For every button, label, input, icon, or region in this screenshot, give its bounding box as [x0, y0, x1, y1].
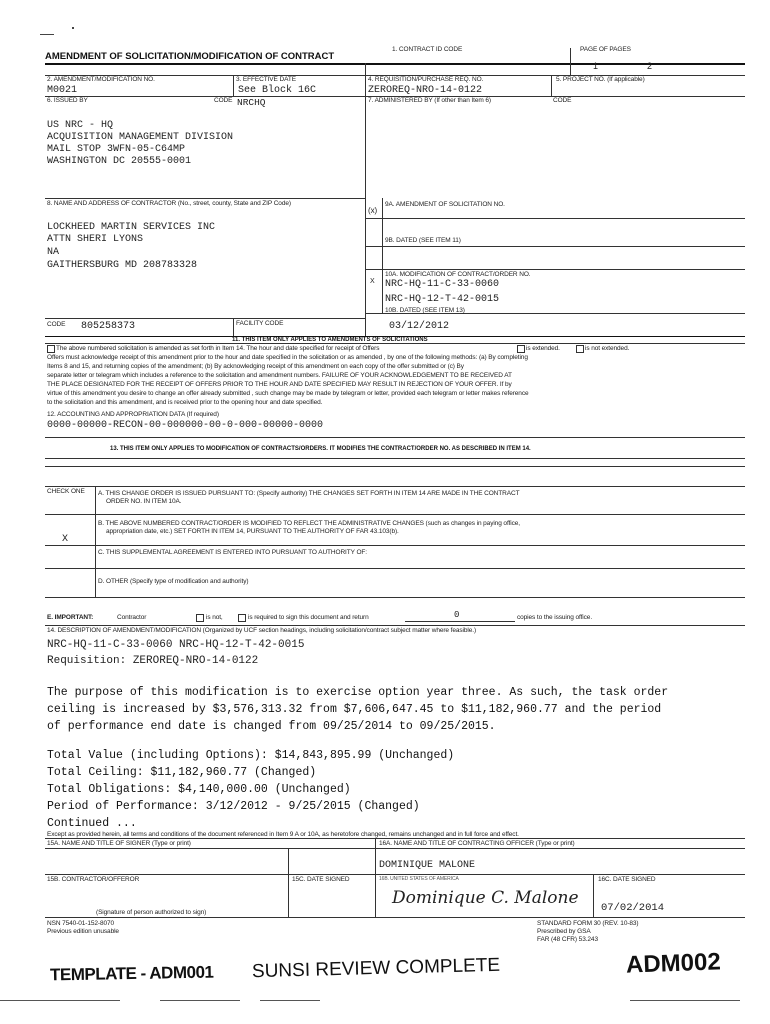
rule: [233, 318, 234, 336]
adm002-stamp: ADM002: [625, 948, 722, 979]
modification-no-line: NRC-HQ-11-C-33-0060: [385, 279, 500, 290]
rule: [45, 466, 745, 467]
item11-paragraph: Offers must acknowledge receipt of this amendment prior to the hour and date specified in the solicitation or as amended , by one of the following methods: (a) By completing: [47, 354, 528, 361]
rule: [593, 874, 594, 917]
issuer-address-line: WASHINGTON DC 20555-0001: [47, 156, 192, 167]
item13-b: appropriation date, etc.) SET FORTH IN ITEM 14, PURSUANT TO THE AUTHORITY OF FAR 43.103(b).: [106, 528, 399, 535]
contractor-label: 8. NAME AND ADDRESS OF CONTRACTOR (No., street, county, State and ZIP Code): [47, 200, 291, 207]
is-extended-label: is extended.: [526, 345, 560, 352]
nsn-number: NSN 7540-01-152-8070: [47, 920, 115, 927]
contractor-address-line: GAITHERSBURG MD 208783328: [47, 260, 198, 271]
facility-code-label: FACILITY CODE: [236, 320, 284, 327]
contractor-address-line: ATTN SHERI LYONS: [47, 234, 144, 245]
item11-paragraph: separate letter or telegram which includes a reference to the solicitation and amendment numbers. FAILURE OF YOUR ACKNOWLEDGEMENT TO BE RECEIVED AT: [47, 372, 512, 379]
standard-form: STANDARD FORM 30 (REV. 10-83): [537, 920, 639, 927]
bottom-rule: [160, 1000, 240, 1001]
signer-name-label: 15A. NAME AND TITLE OF SIGNER (Type or print): [47, 840, 191, 847]
template-stamp: TEMPLATE - ADM001: [49, 962, 214, 985]
solicitation-amended-checkbox[interactable]: [47, 345, 55, 353]
amend-solicitation-label: 9A. AMENDMENT OF SOLICITATION NO.: [385, 201, 505, 208]
mark-10: X: [370, 278, 375, 285]
issuer-address-line: MAIL STOP 3WFN-05-C64MP: [47, 144, 186, 155]
prescribed-by: Prescribed by GSA: [537, 928, 591, 935]
description-line: NRC-HQ-11-C-33-0060 NRC-HQ-12-T-42-0015: [47, 639, 305, 651]
item13-b: B. THE ABOVE NUMBERED CONTRACT/ORDER IS MODIFIED TO REFLECT THE ADMINISTRATIVE CHANGES (such as changes in paying office,: [98, 520, 520, 527]
date-signed-15c-label: 15C. DATE SIGNED: [292, 876, 350, 883]
modification-no-label: 10A. MODIFICATION OF CONTRACT/ORDER NO.: [385, 271, 531, 278]
important-is-not: is not,: [206, 614, 223, 621]
item13-heading: 13. THIS ITEM ONLY APPLIES TO MODIFICATION OF CONTRACTS/ORDERS. IT MODIFIES THE CONTRACT/ORDER NO. AS DESCRIBED IN ITEM 14.: [110, 446, 531, 452]
check-one-label: CHECK ONE: [47, 488, 85, 495]
administered-by-label: 7. ADMINISTERED BY (If other than Item 6): [368, 97, 491, 104]
rule: [375, 838, 376, 917]
admin-code-label: CODE: [553, 97, 572, 104]
rule: [288, 848, 289, 917]
rule: [45, 343, 745, 344]
amendment-no-value: M0021: [47, 85, 78, 96]
date-signed-16c-label: 16C. DATE SIGNED: [598, 876, 656, 883]
item13-a: A. THIS CHANGE ORDER IS ISSUED PURSUANT TO: (Specify authority) THE CHANGES SET FORTH IN ITEM 14 ARE MADE IN THE CONTRACT: [98, 490, 520, 497]
rule: [45, 545, 745, 546]
contractor-code-label: CODE: [47, 321, 66, 328]
issuer-address-line: US NRC - HQ: [47, 120, 114, 131]
page-count: 2: [647, 61, 653, 71]
item11-paragraph: Items 8 and 15, and returning copies of the amendment; (b) By acknowledging receipt of this amendment on each copy of the offer submitted or (c) By: [47, 363, 464, 370]
officer-name: DOMINIQUE MALONE: [379, 860, 476, 871]
issued-by-label: 6. ISSUED BY: [47, 97, 88, 104]
rule: [45, 63, 745, 65]
scan-speck: [72, 27, 74, 29]
rule: [45, 625, 745, 626]
is-required-checkbox[interactable]: [238, 614, 246, 622]
extended-checkbox[interactable]: [517, 345, 525, 353]
totals-line: Period of Performance: 3/12/2012 - 9/25/2015 (Changed): [47, 800, 420, 813]
bottom-rule: [260, 1000, 320, 1001]
officer-name-label: 16A. NAME AND TITLE OF CONTRACTING OFFICER (Type or print): [379, 840, 575, 847]
rule: [45, 318, 365, 319]
important-is-required: is required to sign this document and return: [248, 614, 369, 621]
page-number: 1: [593, 61, 599, 71]
rule: [233, 75, 234, 96]
officer-signature: Dominique C. Malone: [392, 888, 579, 908]
except-clause: Except as provided herein, all terms and conditions of the document referenced in Item 9 A or 10A, as heretofore changed, remains unchanged and in full force and effect.: [47, 831, 519, 838]
rule: [45, 848, 745, 849]
contractor-code-value: 805258373: [81, 321, 136, 332]
totals-line: Total Obligations: $4,140,000.00 (Unchanged): [47, 783, 351, 796]
accounting-label: 12. ACCOUNTING AND APPROPRIATION DATA (If required): [47, 411, 219, 418]
rule: [365, 218, 745, 219]
rule: [95, 486, 96, 597]
contractor-address-line: NA: [47, 247, 60, 258]
item11-text: The above numbered solicitation is amended as set forth in Item 14. The hour and date specified for receipt of Offers: [56, 345, 380, 352]
requisition-value: ZEROREQ-NRO-14-0122: [368, 85, 483, 96]
description-label: 14. DESCRIPTION OF AMENDMENT/MODIFICATION (Organized by UCF section headings, including solicitation/contract subject matter where feasible.): [47, 627, 477, 634]
dated-9b-label: 9B. DATED (SEE ITEM 11): [385, 237, 461, 244]
is-not-checkbox[interactable]: [196, 614, 204, 622]
accounting-value: 0000-00000-RECON-00-000000-00-0-000-00000-0000: [47, 420, 324, 431]
copies-line: [405, 621, 515, 622]
important-tail: copies to the issuing office.: [517, 614, 593, 621]
page-of-pages-label: PAGE OF PAGES: [580, 46, 631, 53]
project-no-label: 5. PROJECT NO. (If applicable): [556, 76, 645, 83]
dated-10b-label: 10B. DATED (SEE ITEM 13): [385, 307, 465, 314]
description-paragraph: of performance end date is changed from 09/25/2014 to 09/25/2015.: [47, 720, 496, 733]
item13-d: D. OTHER (Specify type of modification and authority): [98, 578, 249, 585]
totals-line: Total Ceiling: $11,182,960.77 (Changed): [47, 766, 317, 779]
rule: [45, 458, 745, 459]
important-contractor: Contractor: [117, 614, 147, 621]
dated-10b-value: 03/12/2012: [389, 321, 450, 332]
issuer-code-value: NRCHQ: [237, 97, 266, 108]
description-line: Requisition: ZEROREQ-NRO-14-0122: [47, 655, 259, 667]
item11-paragraph: virtue of this amendment you desire to change an offer already submitted , such change may be made by telegram or letter, provided each telegram or letter makes reference: [47, 390, 529, 397]
contract-id-code-label: 1. CONTRACT ID CODE: [392, 46, 463, 53]
usa-label: 16B. UNITED STATES OF AMERICA: [379, 876, 459, 882]
totals-line: Continued ...: [47, 817, 137, 830]
form-title: AMENDMENT OF SOLICITATION/MODIFICATION OF CONTRACT: [45, 51, 335, 62]
rule: [45, 917, 745, 918]
description-paragraph: The purpose of this modification is to exercise option year three. As such, the task order: [47, 686, 669, 699]
rule: [382, 198, 383, 313]
far-reference: FAR (48 CFR) 53.243: [537, 936, 598, 943]
rule: [570, 48, 571, 75]
item13-a: ORDER NO. IN ITEM 10A.: [106, 498, 182, 505]
rule: [365, 63, 366, 336]
rule: [45, 597, 745, 598]
signature-authorized-label: (Signature of person authorized to sign): [96, 909, 207, 916]
rule: [45, 568, 745, 569]
issuer-address-line: ACQUISITION MANAGEMENT DIVISION: [47, 132, 234, 143]
effective-date-value: See Block 16C: [238, 85, 317, 96]
scan-speck: [40, 34, 54, 35]
item11-heading: 11. THIS ITEM ONLY APPLIES TO AMENDMENTS OF SOLICITATIONS: [232, 337, 428, 343]
bottom-rule: [630, 1000, 740, 1001]
rule: [551, 75, 552, 96]
item13-b-checked-mark: X: [62, 534, 69, 545]
previous-edition: Previous edition unusable: [47, 928, 119, 935]
description-paragraph: ceiling is increased by $3,576,313.32 from $7,606,647.45 to $11,182,960.77 and the period: [47, 703, 662, 716]
rule: [45, 486, 745, 487]
date-signed-16c: 07/02/2014: [601, 902, 665, 914]
issuer-code-label: CODE: [214, 97, 233, 104]
rule: [45, 514, 745, 515]
rule: [365, 269, 745, 270]
not-extended-checkbox[interactable]: [576, 345, 584, 353]
rule: [45, 198, 365, 199]
requisition-label: 4. REQUISITION/PURCHASE REQ. NO.: [368, 76, 484, 83]
rule: [45, 874, 745, 875]
amendment-no-label: 2. AMENDMENT/MODIFICATION NO.: [47, 76, 155, 83]
effective-date-label: 3. EFFECTIVE DATE: [236, 76, 296, 83]
rule: [45, 838, 745, 839]
item13-c: C. THIS SUPPLEMENTAL AGREEMENT IS ENTERED INTO PURSUANT TO AUTHORITY OF:: [98, 549, 367, 556]
rule: [45, 437, 745, 438]
contractor-address-line: LOCKHEED MARTIN SERVICES INC: [47, 222, 216, 233]
is-not-extended-label: is not extended.: [585, 345, 630, 352]
sunsi-review-stamp: SUNSI REVIEW COMPLETE: [251, 954, 501, 983]
item11-paragraph: to the solicitation and this amendment, and is received prior to the opening hour and date specified.: [47, 399, 323, 406]
copies-value: 0: [454, 610, 460, 620]
totals-line: Total Value (including Options): $14,843,895.99 (Unchanged): [47, 749, 455, 762]
mark-9: (x): [368, 206, 378, 215]
modification-no-line: NRC-HQ-12-T-42-0015: [385, 294, 500, 305]
contractor-offeror-label: 15B. CONTRACTOR/OFFEROR: [47, 876, 140, 883]
bottom-rule: [0, 1000, 120, 1001]
item11-paragraph: THE PLACE DESIGNATED FOR THE RECEIPT OF OFFERS PRIOR TO THE HOUR AND DATE SPECIFIED MAY RESULT IN REJECTION OF YOUR OFFER. If by: [47, 381, 512, 388]
rule: [365, 246, 745, 247]
important-label: E. IMPORTANT:: [47, 614, 94, 621]
